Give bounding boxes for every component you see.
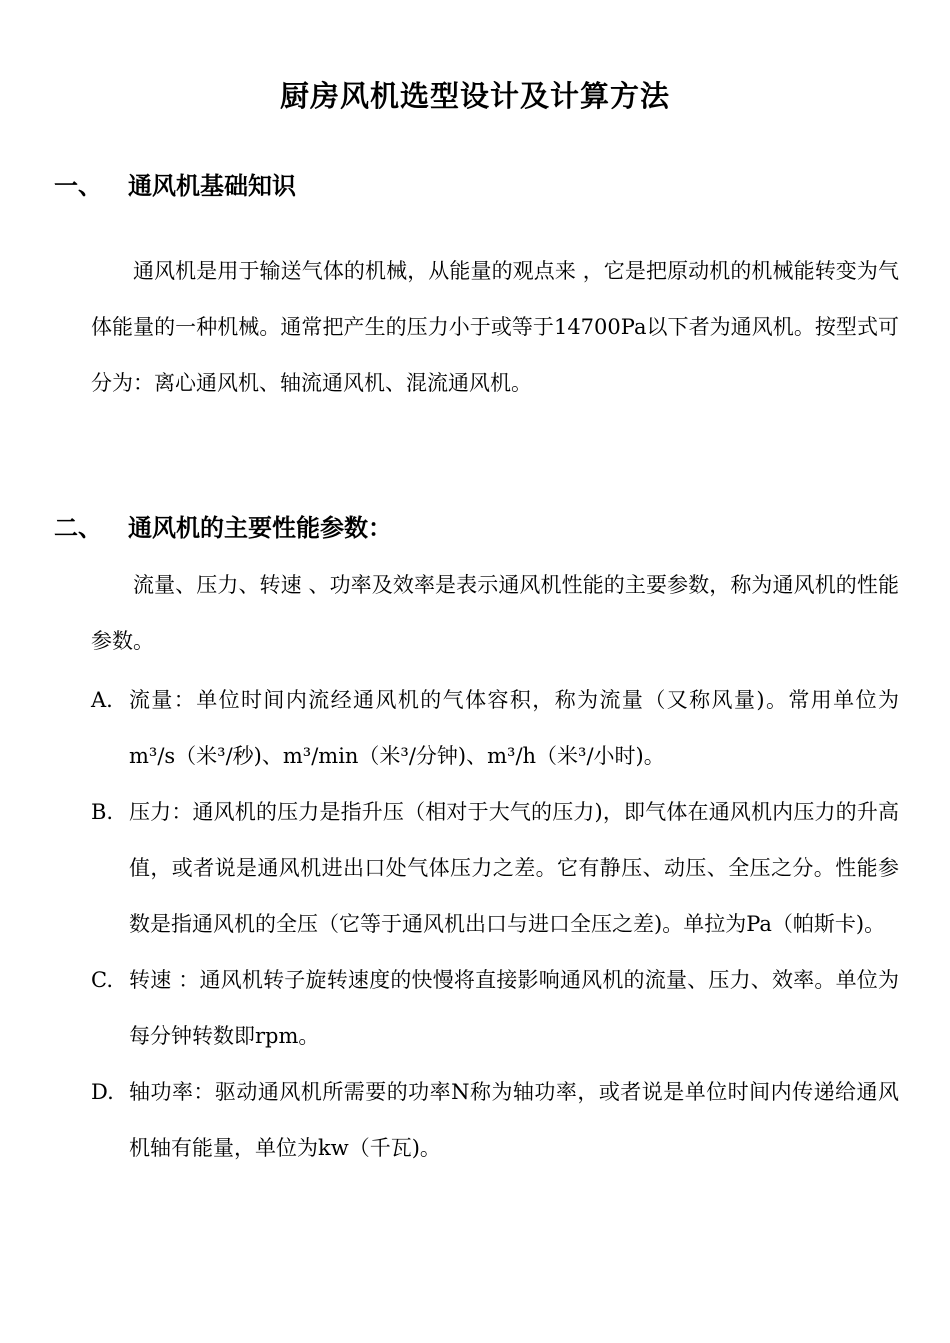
- list-item-text: 压力：通风机的压力是指升压（相对于大气的压力)，即气体在通风机内压力的升高值，或者说是通风机进出口处气体压力之差。它有静压、动压、全压之分。性能参数是指通风机的全压（它等于通风机出口与进口全压之差)。单拉为Pa（帕斯卡)。: [129, 800, 899, 936]
- list-item: [91, 784, 899, 952]
- list-item-text: 转速 ：通风机转子旋转速度的快慢将直接影响通风机的流量、压力、效率。单位为每分钟转数即rpm。: [129, 968, 899, 1048]
- section-1-paragraph: 通风机是用于输送气体的机械，从能量的观点来 ，它是把原动机的机械能转变为气体能量的一种机械。通常把产生的压力小于或等于14700Pa以下者为通风机。按型式可分为：离心通风机、轴流通风机、混流通风机。: [91, 259, 899, 395]
- list-item-marker: B.: [91, 800, 114, 824]
- list-item-marker: C.: [91, 968, 113, 992]
- list-item: [91, 952, 899, 1064]
- section-2-paragraph: 流量、压力、转速 、功率及效率是表示通风机性能的主要参数，称为通风机的性能参数。: [91, 573, 899, 653]
- list-item-marker: D.: [91, 1080, 114, 1104]
- document-title: 厨房风机选型设计及计算方法: [279, 79, 670, 113]
- section-1-number: 一、: [54, 172, 102, 200]
- list-item-text: 流量：单位时间内流经通风机的气体容积，称为流量（又称风量)。常用单位为 m³/s（米³/秒)、m³/min（米³/分钟)、m³/h（米³/小时)。: [129, 688, 899, 768]
- list-item: [91, 672, 899, 784]
- list-item-marker: A.: [91, 688, 113, 712]
- list-item-text: 轴功率：驱动通风机所需要的功率N称为轴功率，或者说是单位时间内传递给通风机轴有能量，单位为kw（千瓦)。: [129, 1080, 899, 1160]
- section-1-title: 通风机基础知识: [128, 172, 296, 200]
- section-1-heading: [54, 166, 296, 206]
- parameter-list: [91, 672, 899, 1176]
- list-item: [91, 1064, 899, 1176]
- section-2-number: 二、: [54, 514, 102, 542]
- section-2-title: 通风机的主要性能参数：: [128, 514, 392, 542]
- section-2-heading: [54, 508, 392, 548]
